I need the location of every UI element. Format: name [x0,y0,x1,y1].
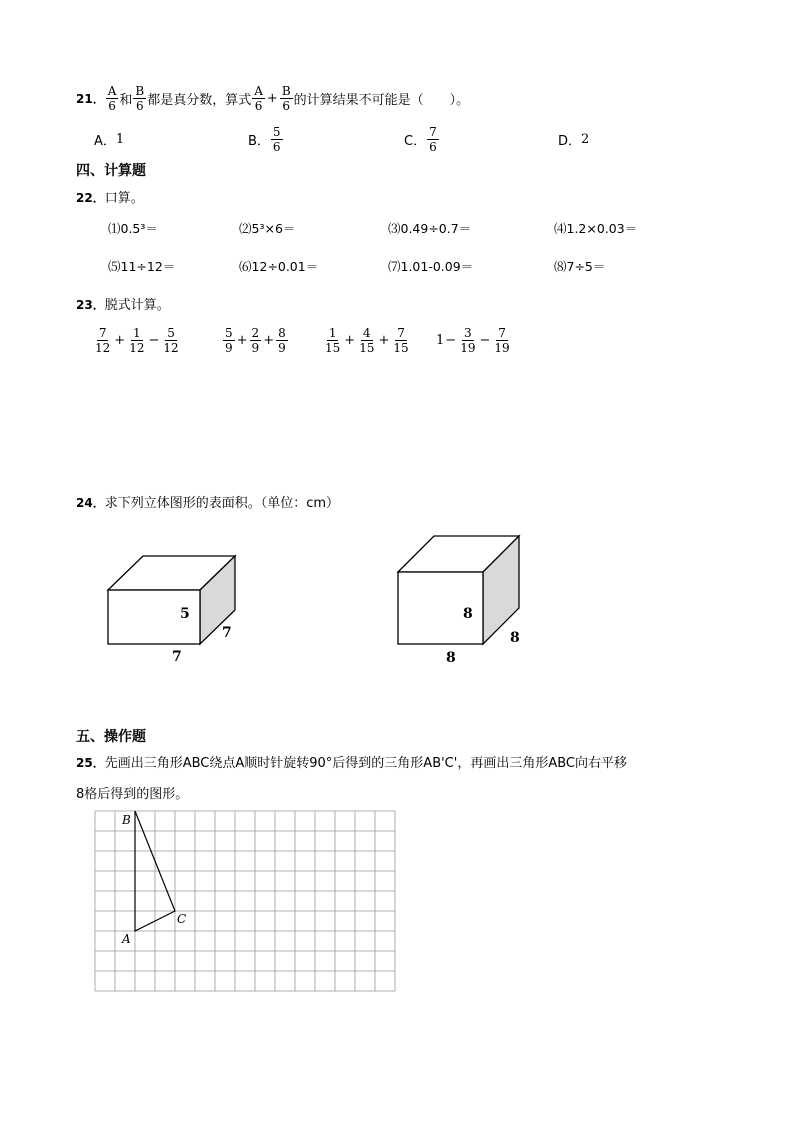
vertex-label-a: A [122,932,131,946]
cuboid-depth-label: 7 [222,625,232,641]
fraction-b-over-6: $\frac{B}{6}$ [135,83,145,113]
option-value: $\frac{7}{6}$ [429,124,437,154]
question-21 [76,78,469,118]
oral-item-4: ⑷1.2×0.03＝ [554,221,638,236]
option-label: A． [94,133,116,149]
section-title: 五、操作题 [76,729,146,745]
plus-sign: + [266,90,278,106]
vertex-label-c: C [177,912,187,926]
expression-3: $\frac{1}{15}$ + $\frac{4}{15}$ + $\frac{7}{15}$ [325,325,409,355]
option-b [248,119,284,159]
expression-2: $\frac{5}{9}$ + $\frac{2}{9}$ + $\frac{8}{9}$ [225,325,286,355]
cuboid-height-label: 5 [180,606,190,622]
question-title: 口算。 [104,191,144,206]
oral-item-3: ⑶0.49÷0.7＝ [388,221,472,236]
vertex-label-b: B [122,813,131,827]
option-label: C． [404,133,427,149]
text-mid: 都是真分数，算式 [147,92,252,108]
option-value: 1 [115,131,125,147]
oral-item-8: ⑻7÷5＝ [554,259,606,274]
oral-item-1: ⑴0.5³＝ [108,221,158,236]
grid-lines [95,811,395,991]
cube-depth-label: 8 [510,630,520,646]
question-number: 25． [76,756,105,770]
question-number: 23． [76,298,105,312]
oral-item-2: ⑵5³×6＝ [239,221,296,236]
question-title: 脱式计算。 [104,298,170,313]
option-value: 2 [581,131,590,147]
text-tail: 的计算结果不可能是（ ）。 [293,92,470,108]
oral-item-7: ⑺1.01-0.09＝ [388,259,474,274]
oral-item-5: ⑸11÷12＝ [108,259,176,274]
expression-1: $\frac{7}{12}$ + $\frac{1}{12}$ − $\frac{5}{12}$ [95,325,179,355]
question-23 [76,294,170,313]
option-c [404,119,440,159]
section-title: 四、计算题 [76,163,146,179]
question-number: 24． [76,496,105,510]
fraction-a-over-6: $\frac{A}{6}$ [107,83,117,113]
fraction-a-over-6-expr: $\frac{A}{6}$ [254,83,263,113]
oral-item-6: ⑹12÷0.01＝ [239,259,319,274]
option-a [94,128,124,150]
question-number: 21． [76,91,105,106]
cube-figure [390,528,540,670]
option-value: $\frac{5}{6}$ [272,124,281,154]
question-24 [76,492,339,511]
question-number: 22． [76,191,105,205]
cube-width-label: 8 [446,650,456,666]
cuboid-width-label: 7 [172,649,182,665]
option-d [558,128,589,150]
question-text: 先画出三角形ABC绕点A顺时针旋转90°后得到的三角形AB'C'，再画出三角形ABC向右平移 [104,756,627,771]
square-grid [90,806,400,996]
option-label: D． [558,133,582,149]
question-25-line-1 [76,752,627,771]
cuboid-figure [100,548,250,666]
text-and: 和 [119,92,133,108]
expression-4: 1 − $\frac{3}{19}$ − $\frac{7}{19}$ [436,325,510,355]
cube-height-label: 8 [463,606,473,622]
question-title: 求下列立体图形的表面积。（单位：cm） [104,496,340,511]
question-22 [76,187,144,206]
option-label: B． [248,133,270,149]
question-25-line-2: 8格后得到的图形。 [76,787,189,802]
fraction-b-over-6-expr: $\frac{B}{6}$ [281,83,291,113]
